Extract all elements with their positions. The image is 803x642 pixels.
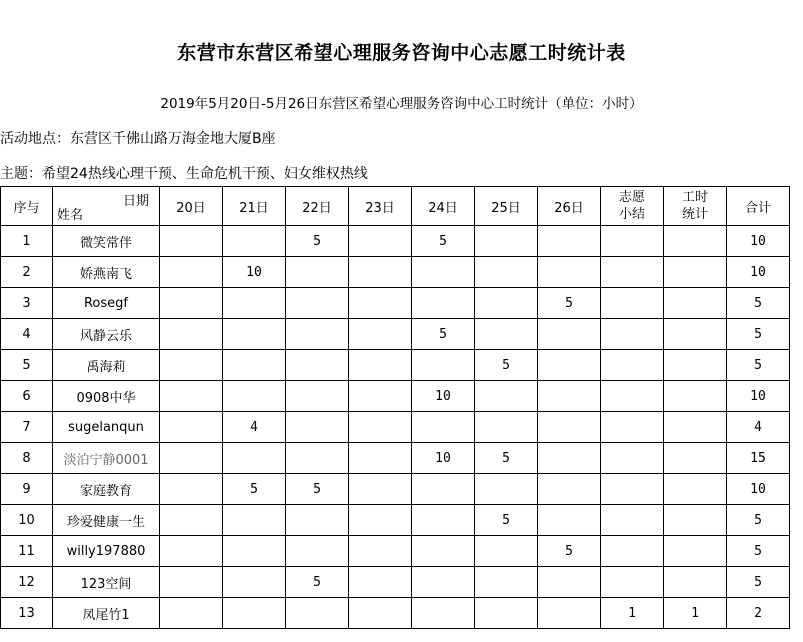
table-row (1, 443, 790, 474)
table-row (1, 412, 790, 443)
cell-day-hours (349, 257, 412, 288)
cell-day-hours (160, 412, 223, 443)
cell-seq: 7 (1, 412, 53, 443)
cell-day-hours (223, 443, 286, 474)
cell-day-hours: 5 (412, 226, 475, 257)
cell-total: 5 (727, 567, 790, 598)
cell-summary (601, 536, 664, 567)
table-row (1, 474, 790, 505)
cell-day-hours (349, 474, 412, 505)
cell-day-hours (286, 443, 349, 474)
cell-day-hours (160, 536, 223, 567)
cell-total: 15 (727, 443, 790, 474)
cell-day-hours: 10 (412, 381, 475, 412)
cell-day-hours (223, 598, 286, 629)
cell-day-hours (223, 381, 286, 412)
cell-day-hours (349, 443, 412, 474)
cell-day-hours (475, 567, 538, 598)
header-day: 21日 (223, 187, 286, 226)
cell-volunteer-name: 风静云乐 (53, 319, 160, 350)
cell-day-hours (223, 567, 286, 598)
cell-day-hours (349, 505, 412, 536)
cell-day-hours (223, 350, 286, 381)
cell-seq: 8 (1, 443, 53, 474)
cell-total: 10 (727, 474, 790, 505)
cell-day-hours (160, 350, 223, 381)
cell-day-hours (538, 505, 601, 536)
header-day: 22日 (286, 187, 349, 226)
cell-hours (664, 536, 727, 567)
cell-day-hours (412, 257, 475, 288)
cell-day-hours (538, 474, 601, 505)
header-day: 20日 (160, 187, 223, 226)
cell-hours (664, 257, 727, 288)
page-title: 东营市东营区希望心理服务咨询中心志愿工时统计表 (177, 42, 626, 64)
cell-day-hours (160, 474, 223, 505)
cell-day-hours: 10 (223, 257, 286, 288)
cell-day-hours (223, 319, 286, 350)
cell-day-hours (286, 598, 349, 629)
cell-day-hours (160, 443, 223, 474)
cell-hours (664, 567, 727, 598)
cell-day-hours (538, 257, 601, 288)
cell-hours (664, 505, 727, 536)
cell-volunteer-name: 家庭教育 (53, 474, 160, 505)
cell-summary (601, 319, 664, 350)
cell-volunteer-name: Rosegf (53, 288, 160, 319)
cell-day-hours (160, 567, 223, 598)
cell-day-hours (160, 257, 223, 288)
cell-day-hours (475, 474, 538, 505)
cell-summary (601, 474, 664, 505)
cell-day-hours (286, 381, 349, 412)
cell-day-hours (223, 288, 286, 319)
cell-hours (664, 443, 727, 474)
cell-day-hours (286, 257, 349, 288)
cell-day-hours (475, 257, 538, 288)
table-row (1, 350, 790, 381)
header-date-label: 日期 (122, 194, 149, 209)
cell-seq: 9 (1, 474, 53, 505)
cell-day-hours (412, 505, 475, 536)
cell-day-hours (412, 567, 475, 598)
table-row (1, 319, 790, 350)
cell-day-hours: 5 (223, 474, 286, 505)
table-body (1, 226, 790, 629)
cell-day-hours (286, 319, 349, 350)
cell-seq: 3 (1, 288, 53, 319)
cell-hours (664, 226, 727, 257)
cell-day-hours (349, 412, 412, 443)
cell-volunteer-name: 淡泊宁静0001 (53, 443, 160, 474)
header-summary-line2: 小结 (618, 207, 645, 222)
cell-volunteer-name: 珍爱健康一生 (53, 505, 160, 536)
cell-day-hours (160, 598, 223, 629)
cell-day-hours: 5 (538, 536, 601, 567)
cell-total: 10 (727, 226, 790, 257)
table-row (1, 226, 790, 257)
cell-seq: 1 (1, 226, 53, 257)
cell-day-hours (475, 412, 538, 443)
header-summary (601, 187, 664, 226)
cell-day-hours (538, 412, 601, 443)
cell-day-hours: 5 (475, 505, 538, 536)
cell-day-hours (412, 350, 475, 381)
table-row (1, 505, 790, 536)
cell-seq: 5 (1, 350, 53, 381)
header-day: 26日 (538, 187, 601, 226)
cell-day-hours: 5 (475, 350, 538, 381)
cell-summary (601, 257, 664, 288)
cell-day-hours (349, 226, 412, 257)
header-hours-line1: 工时 (681, 190, 708, 205)
cell-hours: 1 (664, 598, 727, 629)
cell-day-hours (475, 319, 538, 350)
cell-day-hours (475, 381, 538, 412)
cell-day-hours (286, 350, 349, 381)
cell-day-hours (475, 288, 538, 319)
cell-summary (601, 412, 664, 443)
cell-total: 5 (727, 350, 790, 381)
cell-day-hours (538, 319, 601, 350)
cell-hours (664, 412, 727, 443)
cell-seq: 2 (1, 257, 53, 288)
cell-volunteer-name: 微笑常伴 (53, 226, 160, 257)
cell-day-hours (160, 319, 223, 350)
cell-seq: 4 (1, 319, 53, 350)
cell-summary (601, 226, 664, 257)
cell-total: 5 (727, 288, 790, 319)
cell-day-hours (223, 505, 286, 536)
cell-hours (664, 350, 727, 381)
cell-summary (601, 381, 664, 412)
cell-summary (601, 350, 664, 381)
header-row (1, 187, 790, 226)
cell-seq: 6 (1, 381, 53, 412)
cell-total: 2 (727, 598, 790, 629)
cell-day-hours (349, 536, 412, 567)
cell-day-hours: 5 (412, 319, 475, 350)
cell-day-hours (412, 474, 475, 505)
cell-total: 10 (727, 381, 790, 412)
cell-day-hours (412, 412, 475, 443)
cell-total: 5 (727, 536, 790, 567)
cell-day-hours (538, 381, 601, 412)
cell-day-hours (286, 412, 349, 443)
cell-day-hours (349, 598, 412, 629)
cell-day-hours: 4 (223, 412, 286, 443)
header-total: 合计 (727, 187, 790, 226)
cell-volunteer-name: willy197880 (53, 536, 160, 567)
cell-volunteer-name: 123空间 (53, 567, 160, 598)
cell-day-hours (223, 226, 286, 257)
cell-hours (664, 381, 727, 412)
header-day: 23日 (349, 187, 412, 226)
cell-day-hours (412, 536, 475, 567)
cell-day-hours (349, 567, 412, 598)
cell-day-hours (286, 536, 349, 567)
header-seq: 序与 (1, 187, 53, 226)
cell-day-hours (349, 381, 412, 412)
cell-day-hours (160, 226, 223, 257)
cell-summary (601, 567, 664, 598)
header-date-name (53, 187, 160, 226)
cell-volunteer-name: 娇燕南飞 (53, 257, 160, 288)
cell-day-hours (223, 536, 286, 567)
cell-day-hours (160, 505, 223, 536)
cell-seq: 13 (1, 598, 53, 629)
cell-seq: 10 (1, 505, 53, 536)
cell-day-hours (475, 598, 538, 629)
cell-day-hours (412, 288, 475, 319)
cell-day-hours: 5 (475, 443, 538, 474)
activity-location: 活动地点：东营区千佛山路万海金地大厦B座 (0, 131, 276, 147)
cell-day-hours (475, 226, 538, 257)
header-summary-line1: 志愿 (618, 190, 645, 205)
table-row (1, 567, 790, 598)
cell-hours (664, 319, 727, 350)
table-row (1, 381, 790, 412)
cell-day-hours: 5 (286, 226, 349, 257)
cell-day-hours (538, 226, 601, 257)
cell-volunteer-name: 禹海莉 (53, 350, 160, 381)
cell-total: 4 (727, 412, 790, 443)
cell-day-hours: 5 (538, 288, 601, 319)
cell-day-hours (538, 567, 601, 598)
cell-seq: 12 (1, 567, 53, 598)
cell-day-hours (538, 350, 601, 381)
cell-total: 5 (727, 319, 790, 350)
cell-total: 10 (727, 257, 790, 288)
cell-day-hours (538, 598, 601, 629)
header-hours (664, 187, 727, 226)
cell-day-hours (160, 288, 223, 319)
cell-day-hours (475, 536, 538, 567)
cell-hours (664, 474, 727, 505)
cell-day-hours: 5 (286, 474, 349, 505)
cell-seq: 11 (1, 536, 53, 567)
hours-table (0, 186, 790, 629)
cell-day-hours (160, 381, 223, 412)
cell-day-hours (538, 443, 601, 474)
table-row (1, 598, 790, 629)
cell-day-hours: 5 (286, 567, 349, 598)
cell-day-hours: 10 (412, 443, 475, 474)
header-day: 24日 (412, 187, 475, 226)
cell-day-hours (286, 505, 349, 536)
cell-hours (664, 288, 727, 319)
cell-total: 5 (727, 505, 790, 536)
cell-day-hours (349, 350, 412, 381)
header-hours-line2: 统计 (681, 207, 708, 222)
page-subtitle: 2019年5月20日-5月26日东营区希望心理服务咨询中心工时统计（单位：小时） (160, 96, 643, 112)
cell-summary (601, 443, 664, 474)
header-name-label: 姓名 (57, 208, 84, 223)
table-row (1, 536, 790, 567)
cell-day-hours (412, 598, 475, 629)
cell-summary (601, 288, 664, 319)
table-row (1, 288, 790, 319)
cell-volunteer-name: sugelanqun (53, 412, 160, 443)
table-row (1, 257, 790, 288)
cell-day-hours (349, 288, 412, 319)
cell-day-hours (349, 319, 412, 350)
cell-summary (601, 505, 664, 536)
cell-volunteer-name: 0908中华 (53, 381, 160, 412)
cell-summary: 1 (601, 598, 664, 629)
cell-day-hours (286, 288, 349, 319)
cell-volunteer-name: 凤尾竹1 (53, 598, 160, 629)
header-day: 25日 (475, 187, 538, 226)
activity-topic: 主题：希望24热线心理干预、生命危机干预、妇女维权热线 (0, 166, 368, 182)
